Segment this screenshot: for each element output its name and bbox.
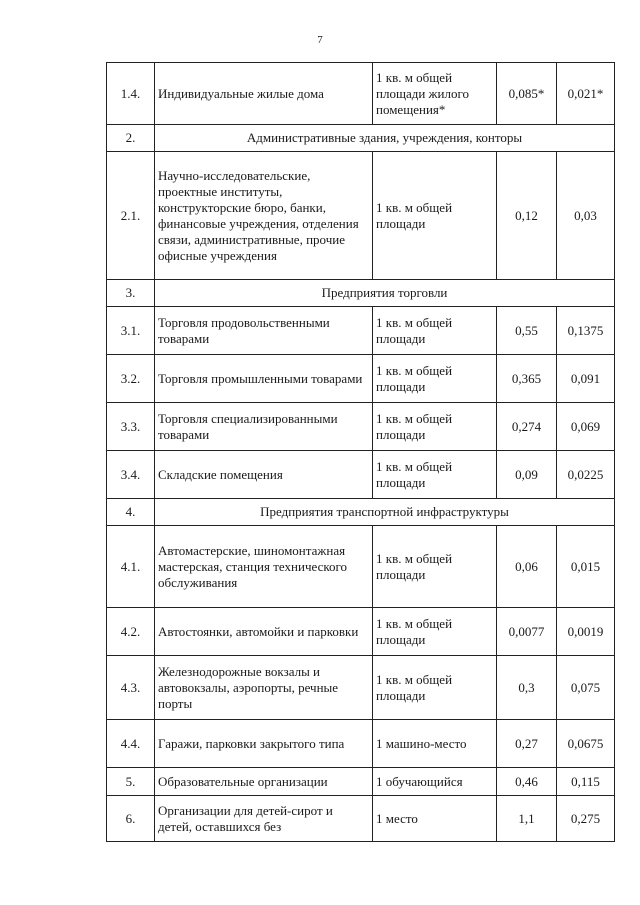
- value-2: 0,1375: [557, 307, 615, 355]
- table-row: [107, 63, 615, 125]
- value-1: 0,0077: [497, 608, 557, 656]
- norms-table: [106, 62, 615, 842]
- unit-of-measure: 1 кв. м общей площади: [373, 451, 497, 499]
- value-2: 0,115: [557, 768, 615, 796]
- facility-name: Автомастерские, шиномонтажная мастерская, станция технического обслуживания: [155, 526, 373, 608]
- unit-of-measure: 1 кв. м общей площади: [373, 307, 497, 355]
- unit-of-measure: 1 кв. м общей площади: [373, 403, 497, 451]
- facility-name: Научно-исследовательские, проектные институты, конструкторские бюро, банки, финансовые учреждения, отделения связи, административные, прочие офисные учреждения: [155, 152, 373, 280]
- value-1: 0,085*: [497, 63, 557, 125]
- value-1: 0,27: [497, 720, 557, 768]
- value-1: 0,365: [497, 355, 557, 403]
- value-2: 0,015: [557, 526, 615, 608]
- unit-of-measure: 1 кв. м общей площади: [373, 355, 497, 403]
- facility-name: Железнодорожные вокзалы и автовокзалы, аэропорты, речные порты: [155, 656, 373, 720]
- value-2: 0,0225: [557, 451, 615, 499]
- value-2: 0,075: [557, 656, 615, 720]
- row-number: 6.: [107, 796, 155, 842]
- section-row: [107, 280, 615, 307]
- row-number: 3.3.: [107, 403, 155, 451]
- facility-name: Торговля специализированными товарами: [155, 403, 373, 451]
- unit-of-measure: 1 место: [373, 796, 497, 842]
- value-2: 0,0019: [557, 608, 615, 656]
- section-row: [107, 499, 615, 526]
- facility-name: Складские помещения: [155, 451, 373, 499]
- unit-of-measure: 1 кв. м общей площади: [373, 608, 497, 656]
- section-title: Предприятия транспортной инфраструктуры: [155, 499, 615, 526]
- value-1: 0,12: [497, 152, 557, 280]
- value-2: 0,091: [557, 355, 615, 403]
- unit-of-measure: 1 машино-место: [373, 720, 497, 768]
- row-number: 3.1.: [107, 307, 155, 355]
- row-number: 5.: [107, 768, 155, 796]
- value-2: 0,0675: [557, 720, 615, 768]
- table-row: [107, 451, 615, 499]
- facility-name: Торговля промышленными товарами: [155, 355, 373, 403]
- section-number: 3.: [107, 280, 155, 307]
- value-1: 0,46: [497, 768, 557, 796]
- table-row: [107, 656, 615, 720]
- value-1: 1,1: [497, 796, 557, 842]
- section-row: [107, 125, 615, 152]
- section-number: 4.: [107, 499, 155, 526]
- row-number: 4.1.: [107, 526, 155, 608]
- table-row: [107, 355, 615, 403]
- value-1: 0,274: [497, 403, 557, 451]
- table-row: [107, 403, 615, 451]
- facility-name: Торговля продовольственными товарами: [155, 307, 373, 355]
- table-row: [107, 796, 615, 842]
- section-number: 2.: [107, 125, 155, 152]
- row-number: 1.4.: [107, 63, 155, 125]
- table-row: [107, 720, 615, 768]
- row-number: 4.3.: [107, 656, 155, 720]
- value-1: 0,55: [497, 307, 557, 355]
- table-row: [107, 307, 615, 355]
- section-title: Предприятия торговли: [155, 280, 615, 307]
- facility-name: Гаражи, парковки закрытого типа: [155, 720, 373, 768]
- facility-name: Организации для детей-сирот и детей, оставшихся без: [155, 796, 373, 842]
- row-number: 4.4.: [107, 720, 155, 768]
- value-1: 0,3: [497, 656, 557, 720]
- facility-name: Индивидуальные жилые дома: [155, 63, 373, 125]
- value-1: 0,09: [497, 451, 557, 499]
- table-row: [107, 152, 615, 280]
- row-number: 3.4.: [107, 451, 155, 499]
- unit-of-measure: 1 кв. м общей площади жилого помещения*: [373, 63, 497, 125]
- unit-of-measure: 1 кв. м общей площади: [373, 656, 497, 720]
- row-number: 2.1.: [107, 152, 155, 280]
- value-2: 0,021*: [557, 63, 615, 125]
- value-2: 0,275: [557, 796, 615, 842]
- table-row: [107, 526, 615, 608]
- section-title: Административные здания, учреждения, конторы: [155, 125, 615, 152]
- value-2: 0,03: [557, 152, 615, 280]
- table-row: [107, 608, 615, 656]
- value-2: 0,069: [557, 403, 615, 451]
- unit-of-measure: 1 кв. м общей площади: [373, 152, 497, 280]
- unit-of-measure: 1 обучающийся: [373, 768, 497, 796]
- table-row: [107, 768, 615, 796]
- row-number: 4.2.: [107, 608, 155, 656]
- value-1: 0,06: [497, 526, 557, 608]
- unit-of-measure: 1 кв. м общей площади: [373, 526, 497, 608]
- page-number: 7: [317, 34, 323, 46]
- facility-name: Образовательные организации: [155, 768, 373, 796]
- facility-name: Автостоянки, автомойки и парковки: [155, 608, 373, 656]
- row-number: 3.2.: [107, 355, 155, 403]
